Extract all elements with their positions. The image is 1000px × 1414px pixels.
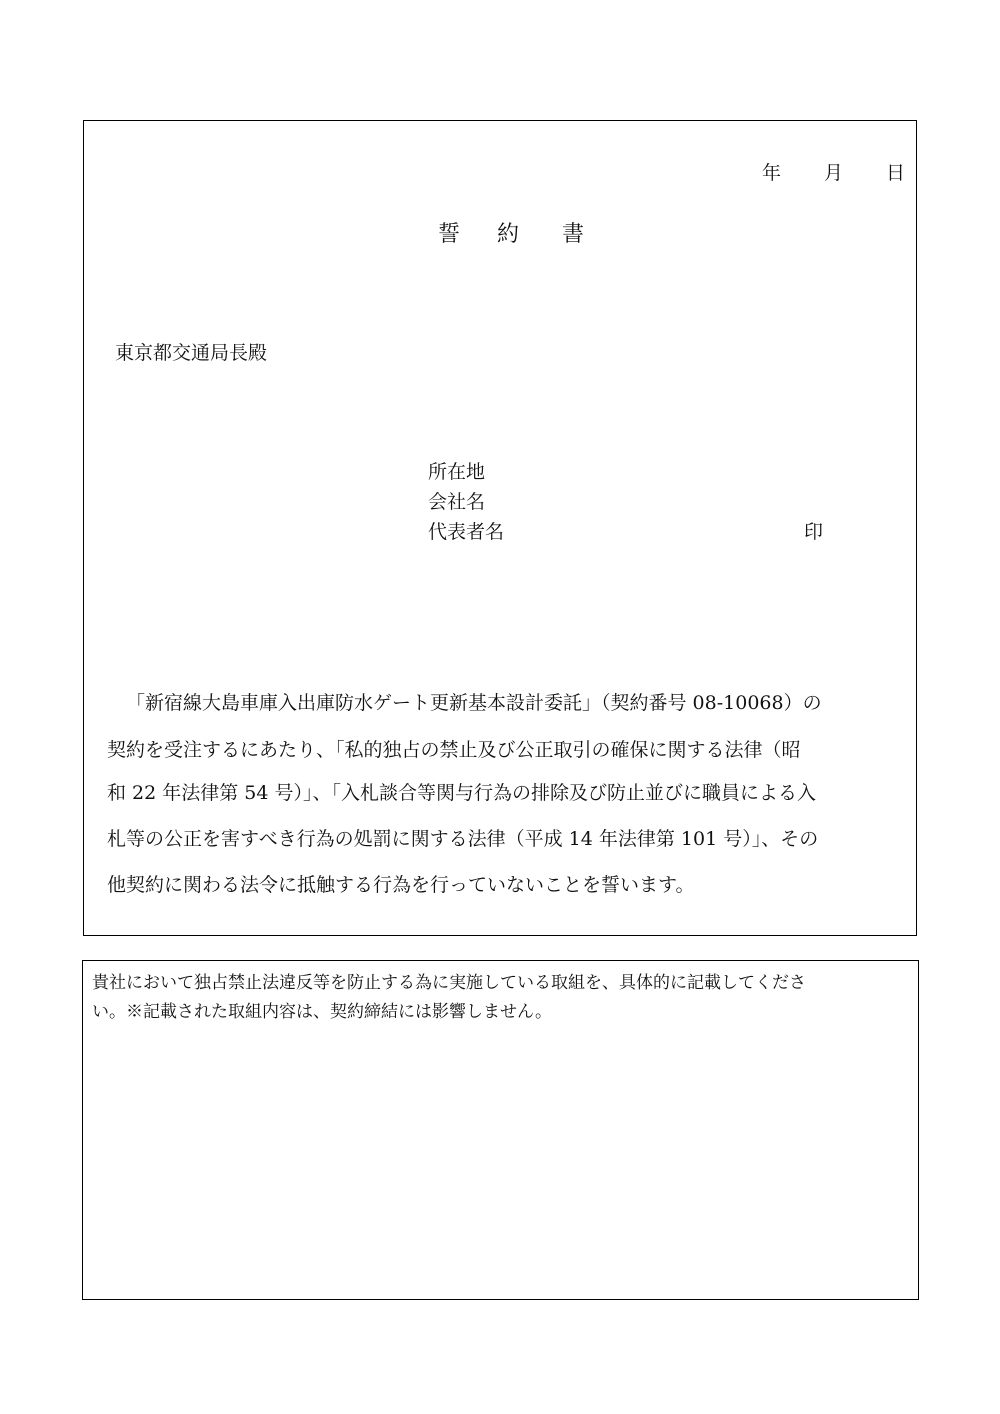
seal-label: 印	[804, 521, 824, 543]
pledge-line-1: 「新宿線大島車庫入出庫防水ゲート更新基本設計委託」（契約番号 08-10068）の	[126, 692, 822, 714]
measures-line-2: い。※記載された取組内容は、契約締結には影響しません。	[92, 1002, 553, 1022]
pledge-line-2: 契約を受注するにあたり、「私的独占の禁止及び公正取引の確保に関する法律（昭	[107, 739, 801, 761]
pledge-line-3: 和 22 年法律第 54 号）」、「入札談合等関与行為の排除及び防止並びに職員による入	[107, 782, 817, 804]
pledge-line-5: 他契約に関わる法令に抵触する行為を行っていないことを誓います。	[107, 874, 695, 896]
addressee: 東京都交通局長殿	[115, 342, 268, 364]
measures-line-1: 貴社において独占禁止法違反等を防止する為に実施している取組を、具体的に記載してくださ	[92, 973, 806, 993]
address-label: 所在地	[428, 461, 486, 483]
pledge-line-4: 札等の公正を害すべき行為の処罰に関する法律（平成 14 年法律第 101 号）」、その	[107, 828, 819, 850]
title-char-2: 約	[497, 222, 520, 247]
date-month-label: 月	[824, 162, 844, 184]
title-char-3: 書	[562, 222, 585, 247]
date-year-label: 年	[762, 162, 782, 184]
representative-label: 代表者名	[428, 521, 505, 543]
company-label: 会社名	[428, 491, 486, 513]
date-day-label: 日	[886, 162, 906, 184]
measures-entry-area[interactable]	[90, 1030, 910, 1292]
title-char-1: 誓	[438, 222, 461, 247]
